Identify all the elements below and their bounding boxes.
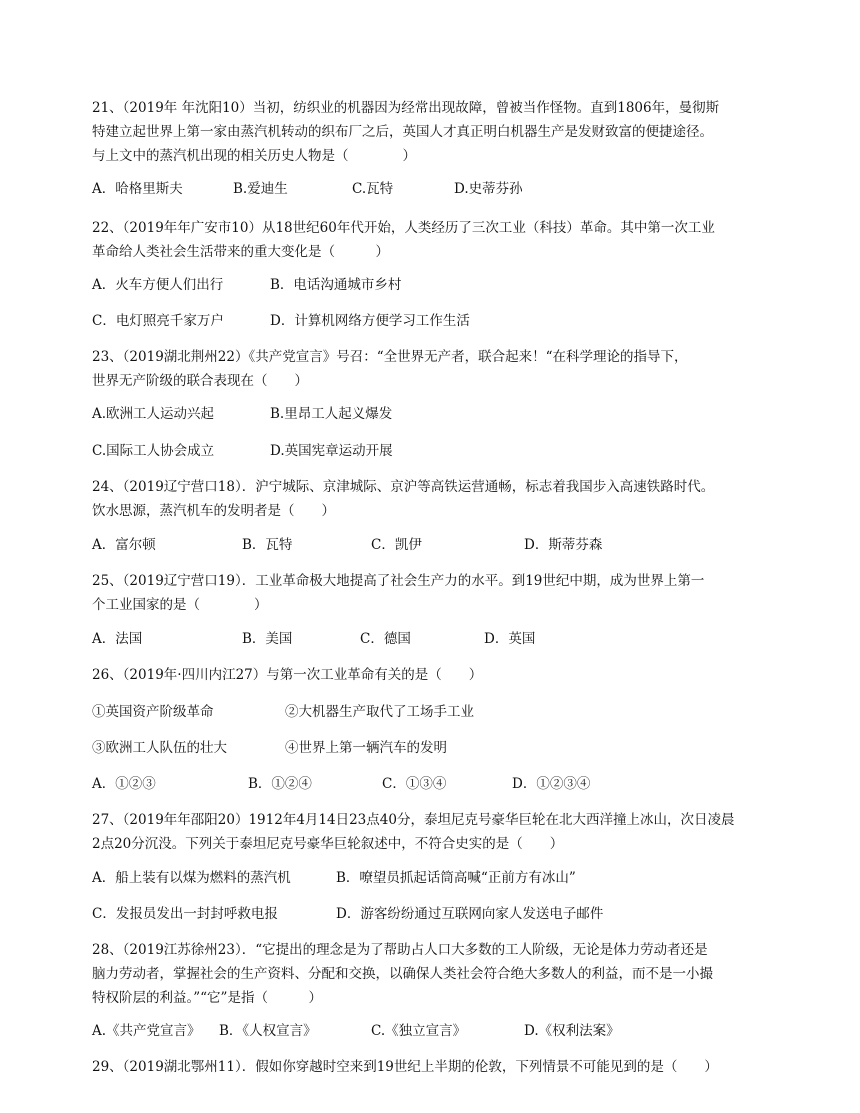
statement-3: ③欧洲工人队伍的壮大 xyxy=(92,740,227,756)
question-23-stem xyxy=(90,345,770,393)
option-b: B．电话沟通城市乡村 xyxy=(270,277,402,293)
stem-line: 饮水思源，蒸汽机车的发明者是（ ） xyxy=(92,503,335,519)
stem-line: 29、（2019湖北鄂州11）．假如你穿越时空来到19世纪上半期的伦敦，下列情景不可能见到的是（ ） xyxy=(92,1059,718,1075)
option-c: C．发报员发出一封封呼救电报 xyxy=(92,906,278,922)
option-d: D.《权利法案》 xyxy=(524,1023,620,1039)
question-24-stem xyxy=(90,475,770,523)
question-22-stem xyxy=(90,216,770,264)
option-b: B.爱迪生 xyxy=(233,181,288,197)
stem-line: 24、（2019辽宁营口18）．沪宁城际、京津城际、京沪等高铁运营通畅，标志着我国步入高速铁路时代。 xyxy=(92,479,715,495)
stem-line: 特建立起世界上第一家由蒸汽机转动的织布厂之后，英国人才真正明白机器生产是发财致富的便捷途径。 xyxy=(92,124,713,140)
option-c: C．①③④ xyxy=(382,776,447,792)
option-a: A．法国 xyxy=(92,631,143,647)
option-b: B．《人权宣言》 xyxy=(219,1023,317,1039)
option-a: A．①②③ xyxy=(92,776,156,792)
option-d: D．①②③④ xyxy=(512,776,591,792)
stem-line: 个工业国家的是（ ） xyxy=(92,597,268,613)
option-a: A．船上装有以煤为燃料的蒸汽机 xyxy=(92,870,291,886)
stem-line: 21、（2019年 年沈阳10）当初，纺织业的机器因为经常出现故障，曾被当作怪物。直到1806年，曼彻斯 xyxy=(92,100,720,116)
option-a: A.《共产党宣言》 xyxy=(92,1023,201,1039)
option-c: C．电灯照亮千家万户 xyxy=(92,313,224,329)
question-28-stem xyxy=(90,938,770,1010)
option-c: C．凯伊 xyxy=(371,537,422,553)
option-a: A．火车方便人们出行 xyxy=(92,277,224,293)
stem-line: 脑力劳动者，掌握社会的生产资料、分配和交换，以确保人类社会符合绝大多数人的利益，而不是一小撮 xyxy=(92,966,713,982)
option-d: D．游客纷纷通过互联网向家人发送电子邮件 xyxy=(336,906,604,922)
option-a: A.欧洲工人运动兴起 xyxy=(92,406,215,422)
stem-line: 26、（2019年·四川内江27）与第一次工业革命有关的是（ ） xyxy=(92,667,483,683)
option-c: C.《独立宣言》 xyxy=(371,1023,467,1039)
stem-line: 22、（2019年年广安市10）从18世纪60年代开始，人类经历了三次工业（科技）革命。其中第一次工业 xyxy=(92,220,715,236)
statement-1: ①英国资产阶级革命 xyxy=(92,704,214,720)
stem-line: 2点20分沉没。下列关于泰坦尼克号豪华巨轮叙述中，不符合史实的是（ ） xyxy=(92,836,564,852)
question-25-stem xyxy=(90,569,770,617)
statement-4: ④世界上第一辆汽车的发明 xyxy=(285,740,447,756)
stem-line: 世界无产阶级的联合表现在（ ） xyxy=(92,373,308,389)
option-d: D.英国宪章运动开展 xyxy=(270,443,393,459)
option-d: D．计算机网络方便学习工作生活 xyxy=(270,313,470,329)
option-d: D．英国 xyxy=(484,631,536,647)
option-b: B．美国 xyxy=(242,631,293,647)
option-b: B．①②④ xyxy=(248,776,312,792)
stem-line: 28、（2019江苏徐州23）．“它提出的理念是为了帮助占人口大多数的工人阶级，无论是体力劳动者还是 xyxy=(92,942,708,958)
option-c: C.国际工人协会成立 xyxy=(92,443,215,459)
stem-line: 23、（2019湖北荆州22）《共产党宣言》号召：“全世界无产者，联合起来！“在科学理论的指导下， xyxy=(92,349,688,365)
option-b: B．嘹望员抓起话筒高喊“正前方有冰山” xyxy=(336,870,576,886)
question-21-stem xyxy=(90,96,770,168)
statement-2: ②大机器生产取代了工场手工业 xyxy=(285,704,474,720)
question-29-stem xyxy=(90,1055,770,1079)
option-c: C．德国 xyxy=(360,631,411,647)
option-b: B．瓦特 xyxy=(242,537,293,553)
option-a: A．哈格里斯夫 xyxy=(92,181,183,197)
stem-line: 27、（2019年年邵阳20）1912年4月14日23点40分，泰坦尼克号豪华巨轮在北大西洋撞上冰山，次日凌晨 xyxy=(92,812,735,828)
stem-line: 25、（2019辽宁营口19）．工业革命极大地提高了社会生产力的水平。到19世纪中期，成为世界上第一 xyxy=(92,573,705,589)
option-b: B.里昂工人起义爆发 xyxy=(270,406,393,422)
option-d: D．斯蒂芬森 xyxy=(524,537,603,553)
stem-line: 革命给人类社会生活带来的重大变化是（ ） xyxy=(92,244,389,260)
option-a: A．富尔顿 xyxy=(92,537,156,553)
option-c: C.瓦特 xyxy=(352,181,394,197)
stem-line: 与上文中的蒸汽机出现的相关历史人物是（ ） xyxy=(92,148,416,164)
question-26-stem xyxy=(90,663,770,687)
option-d: D.史蒂芬孙 xyxy=(454,181,523,197)
stem-line: 特权阶层的利益。”“它”是指（ ） xyxy=(92,990,322,1006)
question-27-stem xyxy=(90,808,770,856)
